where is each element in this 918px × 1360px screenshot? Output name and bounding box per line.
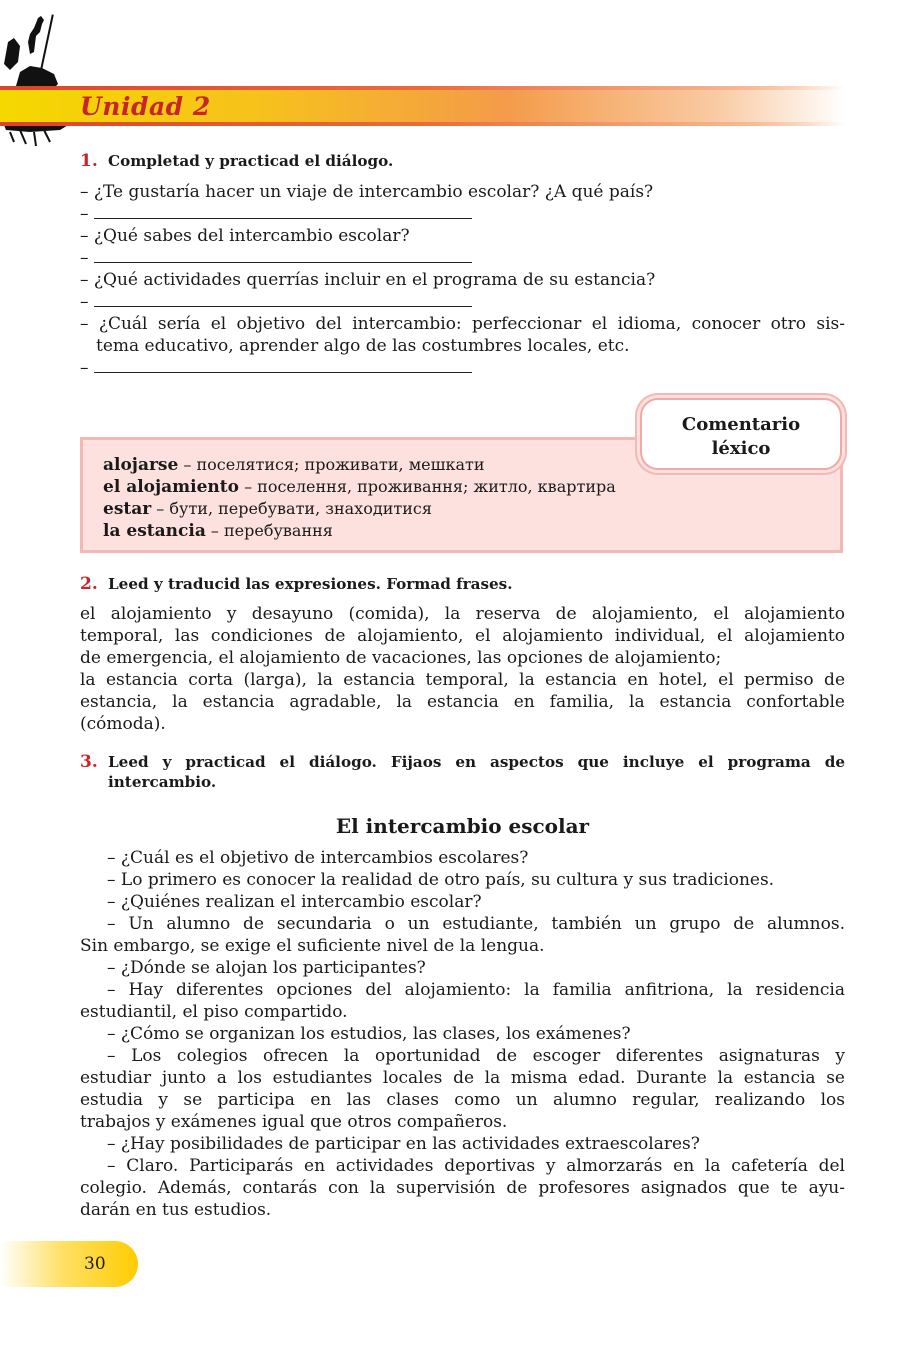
paragraph-line: de emergencia, el alojamiento de vacaciones, las opciones de alojamiento; xyxy=(80,648,722,668)
answer-blank[interactable] xyxy=(94,248,472,263)
dialog-line: – Hay diferentes opciones del alojamiento: la familia anfitriona, la residencia xyxy=(107,980,845,1000)
answer-blank[interactable] xyxy=(94,292,472,307)
dialog-line: – ¿Quiénes realizan el intercambio escolar? xyxy=(107,892,482,912)
answer-blank-line[interactable]: – xyxy=(80,291,845,313)
dialog-line: – ¿Hay posibilidades de participar en las actividades extraescolares? xyxy=(107,1134,700,1154)
expressions-paragraph xyxy=(80,603,845,735)
dialog-line: – ¿Dónde se alojan los participantes? xyxy=(107,958,426,978)
dialog-title: El intercambio escolar xyxy=(335,814,590,838)
lexical-comment-tab xyxy=(640,398,842,470)
dialog-line: – Los colegios ofrecen la oportunidad de escoger diferentes asignaturas y xyxy=(107,1046,845,1066)
answer-blank-line[interactable]: – xyxy=(80,247,845,269)
lexical-tab-title-line1: Comentario xyxy=(681,414,801,435)
exercise-3 xyxy=(80,752,845,792)
exercise-number: 3. xyxy=(80,752,98,772)
dialog-long-question xyxy=(80,313,845,357)
dialog-line: – ¿Cuál sería el objetivo del intercambio: perfeccionar el idioma, conocer otro sis- xyxy=(80,314,845,334)
answer-blank[interactable] xyxy=(94,358,472,373)
dialog-line: – Un alumno de secundaria o un estudiante, también un grupo de alumnos. xyxy=(107,914,845,934)
don-quixote-logo-icon xyxy=(0,12,80,152)
dialog-line: – Lo primero es conocer la realidad de otro país, su cultura y sus tradiciones. xyxy=(107,870,775,890)
banner-top-stripe xyxy=(0,86,845,90)
dialog-line: estudia y se participa en las clases como un alumno regular, realizando los xyxy=(80,1090,845,1110)
dialog-line: tema educativo, aprender algo de las costumbres locales, etc. xyxy=(96,336,630,356)
exercise-2-heading xyxy=(80,574,845,594)
lexical-entry: el alojamiento – поселення, проживання; житло, квартира xyxy=(103,477,616,497)
lexical-entry: estar – бути, перебувати, знаходитися xyxy=(103,499,432,519)
banner-bottom-stripe xyxy=(0,122,845,126)
exercise-number: 2. xyxy=(80,574,98,594)
dialog-line: Sin embargo, se exige el suficiente nivel de la lengua. xyxy=(80,936,545,956)
dialog-line: – Claro. Participarás en actividades deportivas y almorzarás en la cafetería del xyxy=(107,1156,845,1176)
paragraph-line: estancia, la estancia agradable, la estancia en familia, la estancia confortable xyxy=(80,692,845,712)
lexical-entry: alojarse – поселятися; проживати, мешкати xyxy=(103,455,485,475)
dialog-line: – ¿Qué actividades querrías incluir en el programa de su estancia? xyxy=(80,270,656,290)
paragraph-line: (cómoda). xyxy=(80,714,166,734)
lexical-tab-title-line2: léxico xyxy=(711,438,771,459)
dialog-line: – ¿Qué sabes del intercambio escolar? xyxy=(80,226,410,246)
answer-blank[interactable] xyxy=(94,204,472,219)
unit-title: Unidad 2 xyxy=(80,92,211,121)
dialog-line: trabajos y exámenes igual que otros compañeros. xyxy=(80,1112,508,1132)
answer-blank-line[interactable]: – xyxy=(80,357,845,379)
exercise-2 xyxy=(80,574,845,735)
paragraph-line: temporal, las condiciones de alojamiento, el alojamiento individual, el alojamiento xyxy=(80,626,845,646)
dialog-line: – ¿Te gustaría hacer un viaje de intercambio escolar? ¿A qué país? xyxy=(80,182,654,202)
exercise-3-heading xyxy=(80,752,845,792)
dialog-line: – ¿Cómo se organizan los estudios, las clases, los exámenes? xyxy=(107,1024,631,1044)
answer-blank-line[interactable]: – xyxy=(80,203,845,225)
dialog-line: estudiantil, el piso compartido. xyxy=(80,1002,348,1022)
exercise-instruction: Completad y practicad el diálogo. xyxy=(108,152,394,170)
dialog-line: darán en tus estudios. xyxy=(80,1200,272,1220)
exercise-1-heading xyxy=(80,151,845,171)
lexical-entry: la estancia – перебування xyxy=(103,521,333,541)
dialog-line: colegio. Además, contarás con la supervisión de profesores asignados que te ayu- xyxy=(80,1178,845,1198)
dialog-line: estudiar junto a los estudiantes locales de la misma edad. Durante la estancia se xyxy=(80,1068,845,1088)
exercise-instruction: Leed y traducid las expresiones. Formad frases. xyxy=(108,575,513,593)
page-number: 30 xyxy=(84,1254,106,1274)
dialog-text xyxy=(80,847,845,1221)
paragraph-line: el alojamiento y desayuno (comida), la reserva de alojamiento, el alojamiento xyxy=(80,604,845,624)
page-number-tab xyxy=(0,1241,138,1287)
exercise-1 xyxy=(80,151,845,379)
exercise-number: 1. xyxy=(80,151,98,171)
dialog-paragraph xyxy=(80,847,845,1221)
paragraph-line: la estancia corta (larga), la estancia temporal, la estancia en hotel, el permiso de xyxy=(80,670,845,690)
exercise-instruction: intercambio. xyxy=(108,773,217,791)
exercise-instruction: Leed y practicad el diálogo. Fijaos en aspectos que incluye el programa de xyxy=(108,753,845,771)
dialog-line: – ¿Cuál es el objetivo de intercambios escolares? xyxy=(107,848,529,868)
